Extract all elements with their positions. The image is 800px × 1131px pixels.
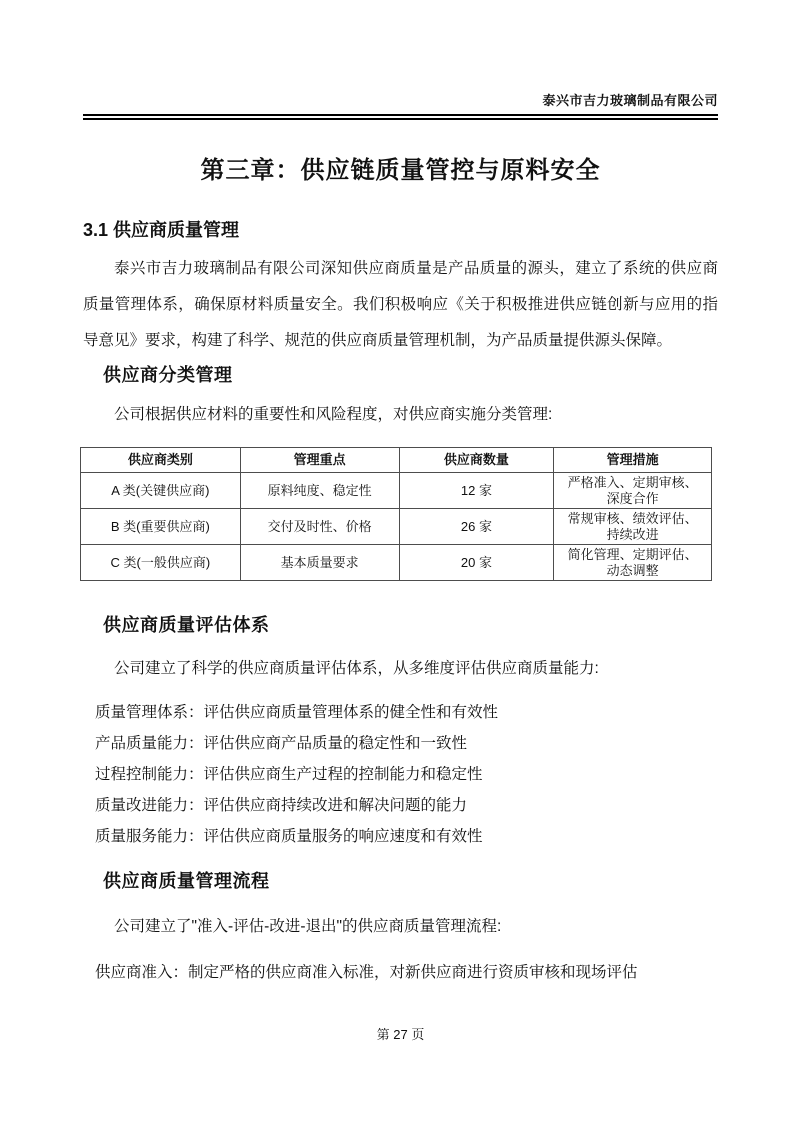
table-header-row [81, 448, 712, 473]
table-cell-measures: 严格准入、定期审核、深度合作 [554, 473, 712, 509]
table-row [81, 509, 712, 545]
list-item: 供应商准入：制定严格的供应商准入标准，对新供应商进行资质审核和现场评估 [95, 964, 638, 981]
table-header-cell-focus: 管理重点 [240, 448, 399, 473]
section-intro-paragraph: 泰兴市吉力玻璃制品有限公司深知供应商质量是产品质量的源头，建立了系统的供应商质量管理体系，确保原材料质量安全。我们积极响应《关于积极推进供应链创新与应用的指导意见》要求，构建了科学、规范的供应商质量管理机制，为产品质量提供源头保障。 [83, 260, 718, 349]
table-cell-category: B 类(重要供应商) [81, 509, 241, 545]
process-intro-paragraph: 公司建立了"准入-评估-改进-退出"的供应商质量管理流程: [114, 918, 502, 935]
list-item: 产品质量能力：评估供应商产品质量的稳定性和一致性 [95, 735, 468, 752]
table-cell-count: 20 家 [399, 545, 554, 581]
supplier-classification-table [80, 447, 712, 581]
table-cell-focus: 交付及时性、价格 [240, 509, 399, 545]
table-header-cell-measures: 管理措施 [554, 448, 712, 473]
subsection-heading-classification: 供应商分类管理 [103, 365, 233, 385]
table-cell-category: C 类(一般供应商) [81, 545, 241, 581]
process-list [83, 963, 718, 983]
table-cell-measures: 常规审核、绩效评估、持续改进 [554, 509, 712, 545]
page-header [83, 93, 718, 120]
table-row [81, 473, 712, 509]
table-header-cell-count: 供应商数量 [399, 448, 554, 473]
list-item: 质量改进能力：评估供应商持续改进和解决问题的能力 [95, 797, 468, 814]
table-cell-measures: 简化管理、定期评估、动态调整 [554, 545, 712, 581]
evaluation-intro-paragraph: 公司建立了科学的供应商质量评估体系，从多维度评估供应商质量能力: [114, 660, 599, 677]
company-name: 泰兴市吉力玻璃制品有限公司 [542, 93, 718, 108]
subsection-heading-process: 供应商质量管理流程 [103, 871, 270, 891]
subsection-heading-evaluation: 供应商质量评估体系 [103, 615, 270, 635]
list-item: 过程控制能力：评估供应商生产过程的控制能力和稳定性 [95, 766, 483, 783]
table-cell-category: A 类(关键供应商) [81, 473, 241, 509]
table-cell-focus: 基本质量要求 [240, 545, 399, 581]
page-number: 第 27 页 [376, 1027, 425, 1042]
table-cell-focus: 原料纯度、稳定性 [240, 473, 399, 509]
chapter-title: 第三章：供应链质量管控与原料安全 [200, 157, 601, 184]
table-row [81, 545, 712, 581]
list-item: 质量服务能力：评估供应商质量服务的响应速度和有效性 [95, 828, 483, 845]
table-cell-count: 26 家 [399, 509, 554, 545]
table-header-cell-category: 供应商类别 [81, 448, 241, 473]
list-item: 质量管理体系：评估供应商质量管理体系的健全性和有效性 [95, 704, 499, 721]
header-rule [83, 114, 718, 120]
classification-intro-paragraph: 公司根据供应材料的重要性和风险程度，对供应商实施分类管理: [114, 406, 553, 423]
table-cell-count: 12 家 [399, 473, 554, 509]
evaluation-list [83, 703, 718, 847]
section-heading: 3.1 供应商质量管理 [83, 220, 240, 240]
